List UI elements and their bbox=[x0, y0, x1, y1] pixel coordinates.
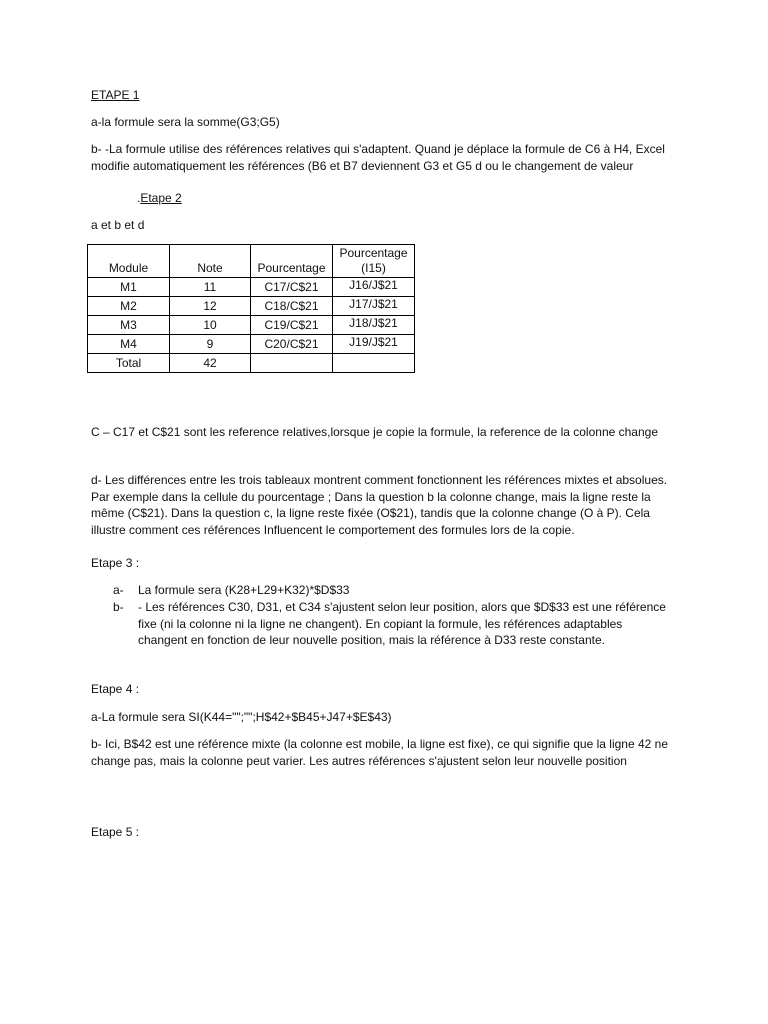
cell-module: M2 bbox=[88, 297, 170, 316]
cell-module: Total bbox=[88, 354, 170, 373]
cell-pourcentage-i15: J18/J$21 bbox=[333, 316, 415, 335]
cell-module: M3 bbox=[88, 316, 170, 335]
cell-pourcentage: C17/C$21 bbox=[251, 278, 333, 297]
etape4-answer-a: a-La formule sera SI(K44="";"";H$42+$B45+J47+$E$43) bbox=[91, 710, 392, 724]
cell-note: 11 bbox=[170, 278, 251, 297]
table-row-total bbox=[88, 354, 415, 373]
etape3-title: Etape 3 : bbox=[91, 556, 140, 570]
header-pourcentage-i15: Pourcentage (I15) bbox=[333, 245, 415, 278]
cell-pourcentage: C20/C$21 bbox=[251, 335, 333, 354]
etape4-title: Etape 4 : bbox=[91, 682, 140, 696]
table-row bbox=[88, 297, 415, 316]
cell-pourcentage-i15 bbox=[333, 354, 415, 373]
etape1-answer-a: a-la formule sera la somme(G3;G5) bbox=[91, 115, 280, 129]
etape2-title: Etape 2 bbox=[140, 191, 182, 205]
table-row bbox=[88, 278, 415, 297]
cell-pourcentage-i15: J19/J$21 bbox=[333, 335, 415, 354]
percentage-table bbox=[87, 244, 415, 373]
table-row bbox=[88, 316, 415, 335]
etape2-heading bbox=[137, 190, 182, 207]
cell-note: 12 bbox=[170, 297, 251, 316]
cell-note: 9 bbox=[170, 335, 251, 354]
header-note: Note bbox=[170, 245, 251, 278]
cell-pourcentage: C19/C$21 bbox=[251, 316, 333, 335]
etape4-answer-b: b- Ici, B$42 est une référence mixte (la colonne est mobile, la ligne est fixe), ce qui signifie que la ligne 42 ne change pas, mais la colonne peut varier. Les autres références s'ajustent selon leur nouvelle position bbox=[91, 737, 668, 768]
etape2-answers: a et b et d bbox=[91, 218, 145, 232]
header-pourcentage: Pourcentage bbox=[251, 245, 333, 278]
cell-note: 42 bbox=[170, 354, 251, 373]
cell-pourcentage-i15: J17/J$21 bbox=[333, 297, 415, 316]
cell-pourcentage bbox=[251, 354, 333, 373]
cell-pourcentage: C18/C$21 bbox=[251, 297, 333, 316]
list-text: - Les références C30, D31, et C34 s'ajustent selon leur position, alors que $D$33 est une référence fixe (ni la colonne ni la ligne ne changent). En copiant la formule, les références adaptables changent en fonction de leur nouvelle position, mais la référence à D33 reste constante. bbox=[138, 600, 666, 647]
table-header-row bbox=[88, 245, 415, 278]
cell-pourcentage-i15: J16/J$21 bbox=[333, 278, 415, 297]
etape2-answer-c: C – C17 et C$21 sont les reference relatives,lorsque je copie la formule, la reference de la colonne change bbox=[91, 425, 658, 439]
cell-module: M1 bbox=[88, 278, 170, 297]
list-marker: a- bbox=[113, 583, 124, 597]
cell-note: 10 bbox=[170, 316, 251, 335]
etape5-title: Etape 5 : bbox=[91, 825, 140, 839]
list-marker: b- bbox=[113, 600, 124, 614]
etape2-prefix: . bbox=[137, 191, 141, 205]
list-text: La formule sera (K28+L29+K32)*$D$33 bbox=[138, 583, 350, 597]
etape1-answer-b: b- -La formule utilise des références relatives qui s'adaptent. Quand je déplace la formule de C6 à H4, Excel modifie automatiquement les références (B6 et B7 deviennent G3 et G5 d ou le changement de valeur bbox=[91, 142, 665, 173]
cell-module: M4 bbox=[88, 335, 170, 354]
header-module: Module bbox=[88, 245, 170, 278]
table-row bbox=[88, 335, 415, 354]
etape2-answer-d: d- Les différences entre les trois tableaux montrent comment fonctionnent les références mixtes et absolues. Par exemple dans la cellule du pourcentage ; Dans la question b la colonne change, mais la ligne reste la même (C$21). Dans la question c, la ligne reste fixée (O$21), tandis que la colonne change (O à P). Cela illustre comment ces références Influencent le comportement des formules lors de la copie. bbox=[91, 473, 668, 537]
etape1-title: ETAPE 1 bbox=[91, 88, 140, 102]
